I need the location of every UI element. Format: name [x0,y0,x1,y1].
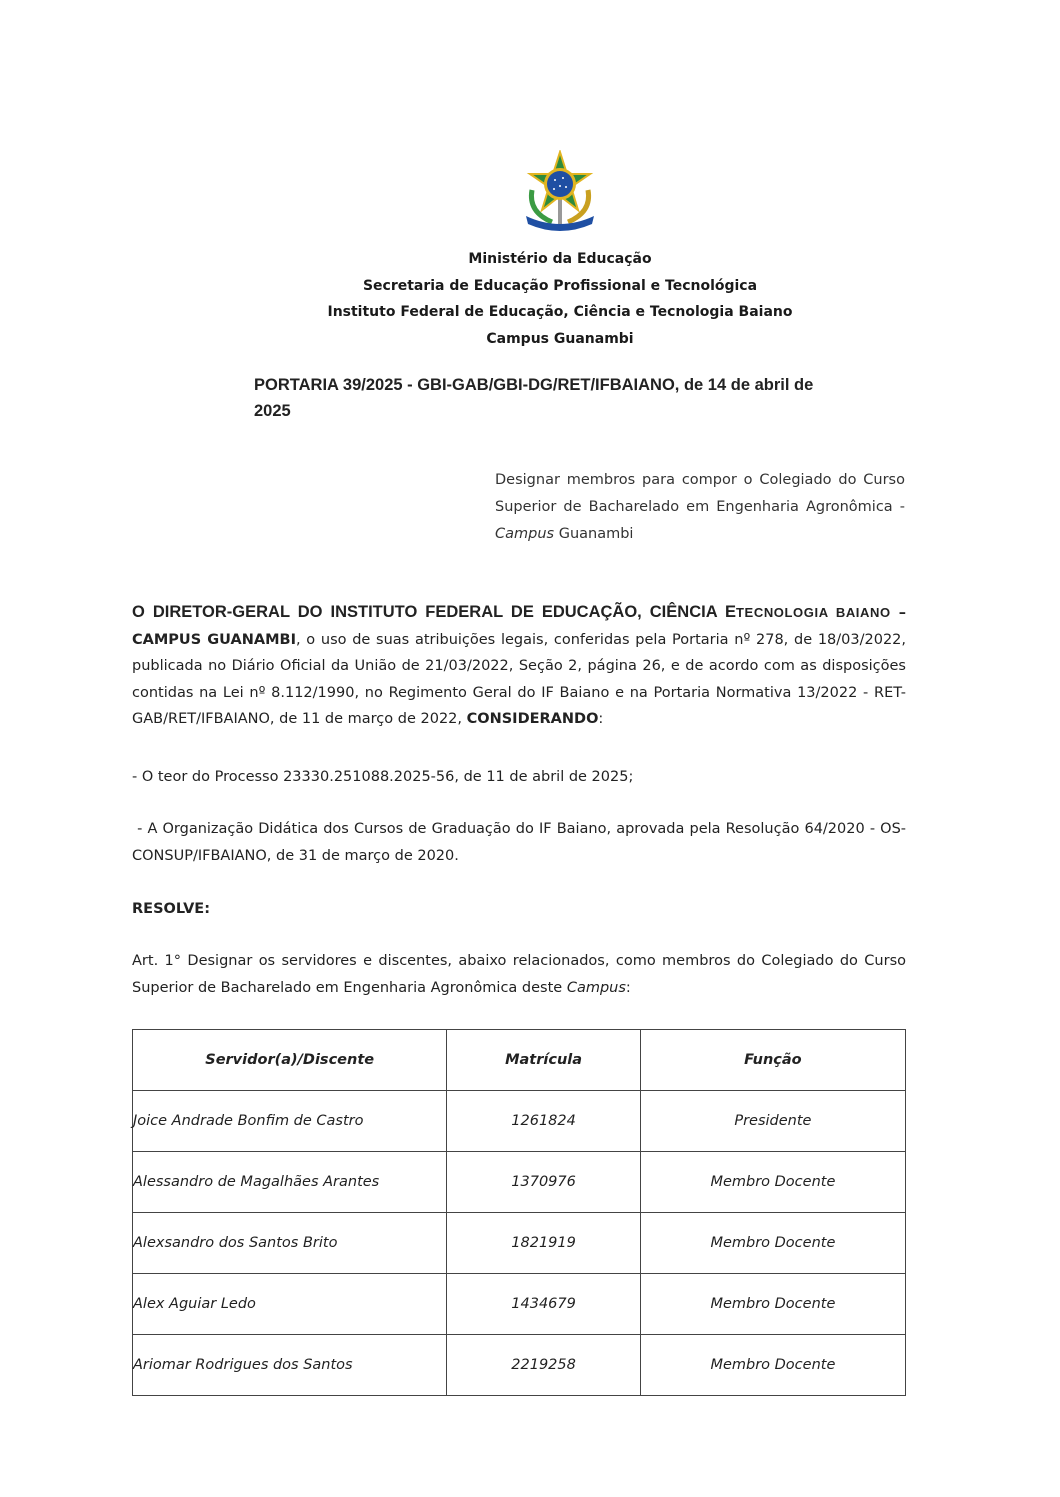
member-function: Presidente [640,1091,905,1152]
table-row [133,1335,906,1396]
ementa-campus-name: Guanambi [554,526,634,542]
member-name: Alex Aguiar Ledo [133,1274,447,1335]
consideration-2: - A Organização Didática dos Cursos de Graduação do IF Baiano, aprovada pela Resolução 64/2020 - OS-CONSUP/IFBAIANO, de 31 de março de 2020. [132,821,907,864]
header-campus: Campus Guanambi [486,330,634,347]
preamble-lead-caps: TECNOLOGIA BAIANO [736,605,891,620]
member-function: Membro Docente [640,1213,905,1274]
column-header-registration: Matrícula [447,1030,640,1091]
member-function: Membro Docente [640,1274,905,1335]
ementa [495,467,905,548]
column-header-name: Servidor(a)/Discente [133,1030,447,1091]
members-table [132,1029,906,1396]
member-name: Ariomar Rodrigues dos Santos [133,1335,447,1396]
header-secretariat: Secretaria de Educação Profissional e Tecnológica [362,277,758,294]
member-name: Joice Andrade Bonfim de Castro [133,1091,447,1152]
member-registration: 1261824 [447,1091,640,1152]
preamble-campus: – CAMPUS GUANAMBI [132,605,907,648]
portaria-title-line1: PORTARIA 39/2025 - GBI-GAB/GBI-DG/RET/IFBAIANO, de 14 de abril de [254,376,814,394]
article-1-text: Art. 1° Designar os servidores e discentes, abaixo relacionados, como membros do Colegiado do Curso Superior de Bacharelado em Engenharia Agronômica deste [132,953,906,996]
member-registration: 1434679 [447,1274,640,1335]
member-registration: 1370976 [447,1152,640,1213]
column-header-function: Função [640,1030,905,1091]
institution-header [0,246,1060,352]
member-name: Alessandro de Magalhães Arantes [133,1152,447,1213]
table-header-row [133,1030,906,1091]
member-function: Membro Docente [640,1335,905,1396]
header-institute: Instituto Federal de Educação, Ciência e Tecnologia Baiano [327,304,793,320]
preamble-paragraph [132,599,906,733]
member-function: Membro Docente [640,1152,905,1213]
table-row [133,1274,906,1335]
article-1-end: : [625,979,631,996]
ementa-campus-word: Campus [495,526,555,542]
article-1-campus-word: Campus [566,979,626,996]
article-1 [132,948,906,1001]
brazil-coat-of-arms-emblem [518,150,602,234]
consideration-1: - O teor do Processo 23330.251088.2025-56, de 11 de abril de 2025; [132,769,634,785]
preamble-colon: : [598,711,604,727]
ementa-line3 [495,521,905,548]
header-ministry: Ministério da Educação [468,251,652,267]
resolve-heading: RESOLVE: [132,901,211,917]
table-row [133,1213,906,1274]
ementa-line1: Designar membros para compor o Colegiado do Curso [495,472,905,488]
table-row [133,1152,906,1213]
preamble-text: , o uso de suas atribuições legais, conferidas pela Portaria nº 278, de 18/03/2022, publicada no Diário Oficial da União de 21/03/2022, Seção 2, página 26, e de acordo com as disposições contidas na Lei nº 8.112/1990, no Regimento Geral do IF Baiano e na Portaria Normativa 13/2022 - RET-GAB/RET/IFBAIANO, de 11 de março de 2022, [132,631,907,727]
preamble-considerando: CONSIDERANDO [466,711,599,727]
member-registration: 1821919 [447,1213,640,1274]
preamble-lead: O DIRETOR-GERAL DO INSTITUTO FEDERAL DE EDUCAÇÃO, CIÊNCIA E [132,603,737,621]
member-registration: 2219258 [447,1335,640,1396]
member-name: Alexsandro dos Santos Brito [133,1213,447,1274]
table-row [133,1091,906,1152]
portaria-title [254,372,854,424]
portaria-title-line2: 2025 [254,402,291,420]
ementa-line2: Superior de Bacharelado em Engenharia Agronômica - [495,499,905,515]
